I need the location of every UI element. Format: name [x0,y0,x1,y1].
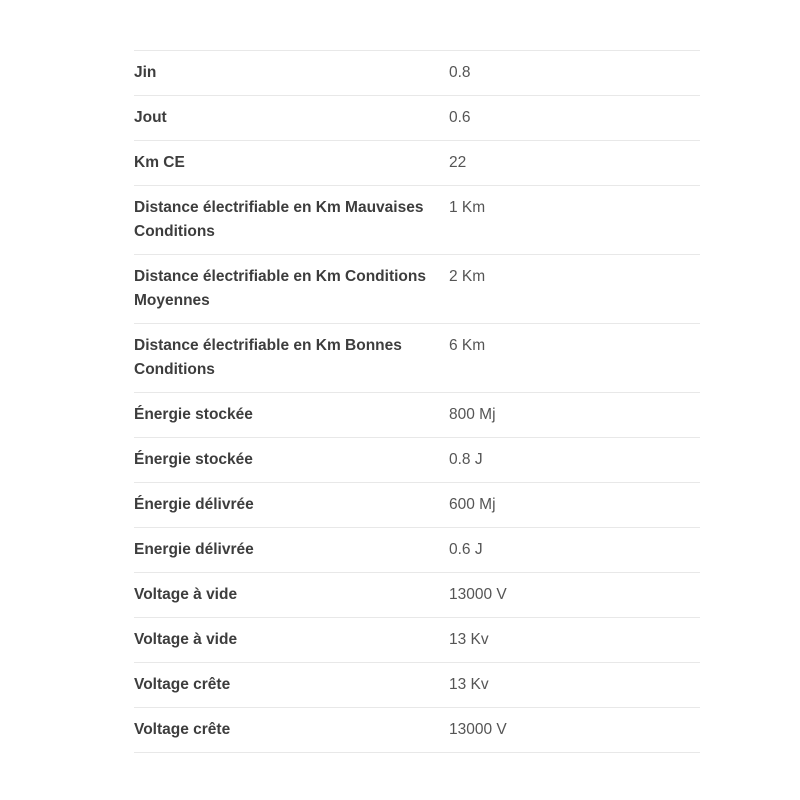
row-value: 13 Kv [449,663,700,708]
row-value: 13000 V [449,708,700,753]
table-row [134,708,700,753]
table-row [134,663,700,708]
row-label: Voltage crête [134,663,449,708]
table-row [134,438,700,483]
table-row [134,141,700,186]
row-value: 0.8 [449,51,700,96]
row-label: Distance électrifiable en Km Conditions Moyennes [134,255,449,324]
row-label: Énergie stockée [134,393,449,438]
row-label: Voltage à vide [134,573,449,618]
row-label: Jout [134,96,449,141]
row-value: 600 Mj [449,483,700,528]
table-row [134,51,700,96]
table-row [134,483,700,528]
specifications-table [134,50,700,753]
row-label: Energie délivrée [134,528,449,573]
row-value: 800 Mj [449,393,700,438]
row-value: 6 Km [449,324,700,393]
row-value: 22 [449,141,700,186]
row-value: 0.6 J [449,528,700,573]
table-row [134,96,700,141]
row-label: Distance électrifiable en Km Bonnes Conditions [134,324,449,393]
table-row [134,618,700,663]
specifications-table-body [134,51,700,753]
row-label: Jin [134,51,449,96]
row-label: Voltage à vide [134,618,449,663]
row-value: 1 Km [449,186,700,255]
row-label: Distance électrifiable en Km Mauvaises Conditions [134,186,449,255]
row-label: Voltage crête [134,708,449,753]
row-value: 0.8 J [449,438,700,483]
row-label: Km CE [134,141,449,186]
table-row [134,573,700,618]
row-label: Énergie délivrée [134,483,449,528]
row-value: 13000 V [449,573,700,618]
row-label: Énergie stockée [134,438,449,483]
table-row [134,186,700,255]
row-value: 0.6 [449,96,700,141]
table-row [134,324,700,393]
table-row [134,393,700,438]
table-row [134,528,700,573]
row-value: 2 Km [449,255,700,324]
row-value: 13 Kv [449,618,700,663]
table-row [134,255,700,324]
